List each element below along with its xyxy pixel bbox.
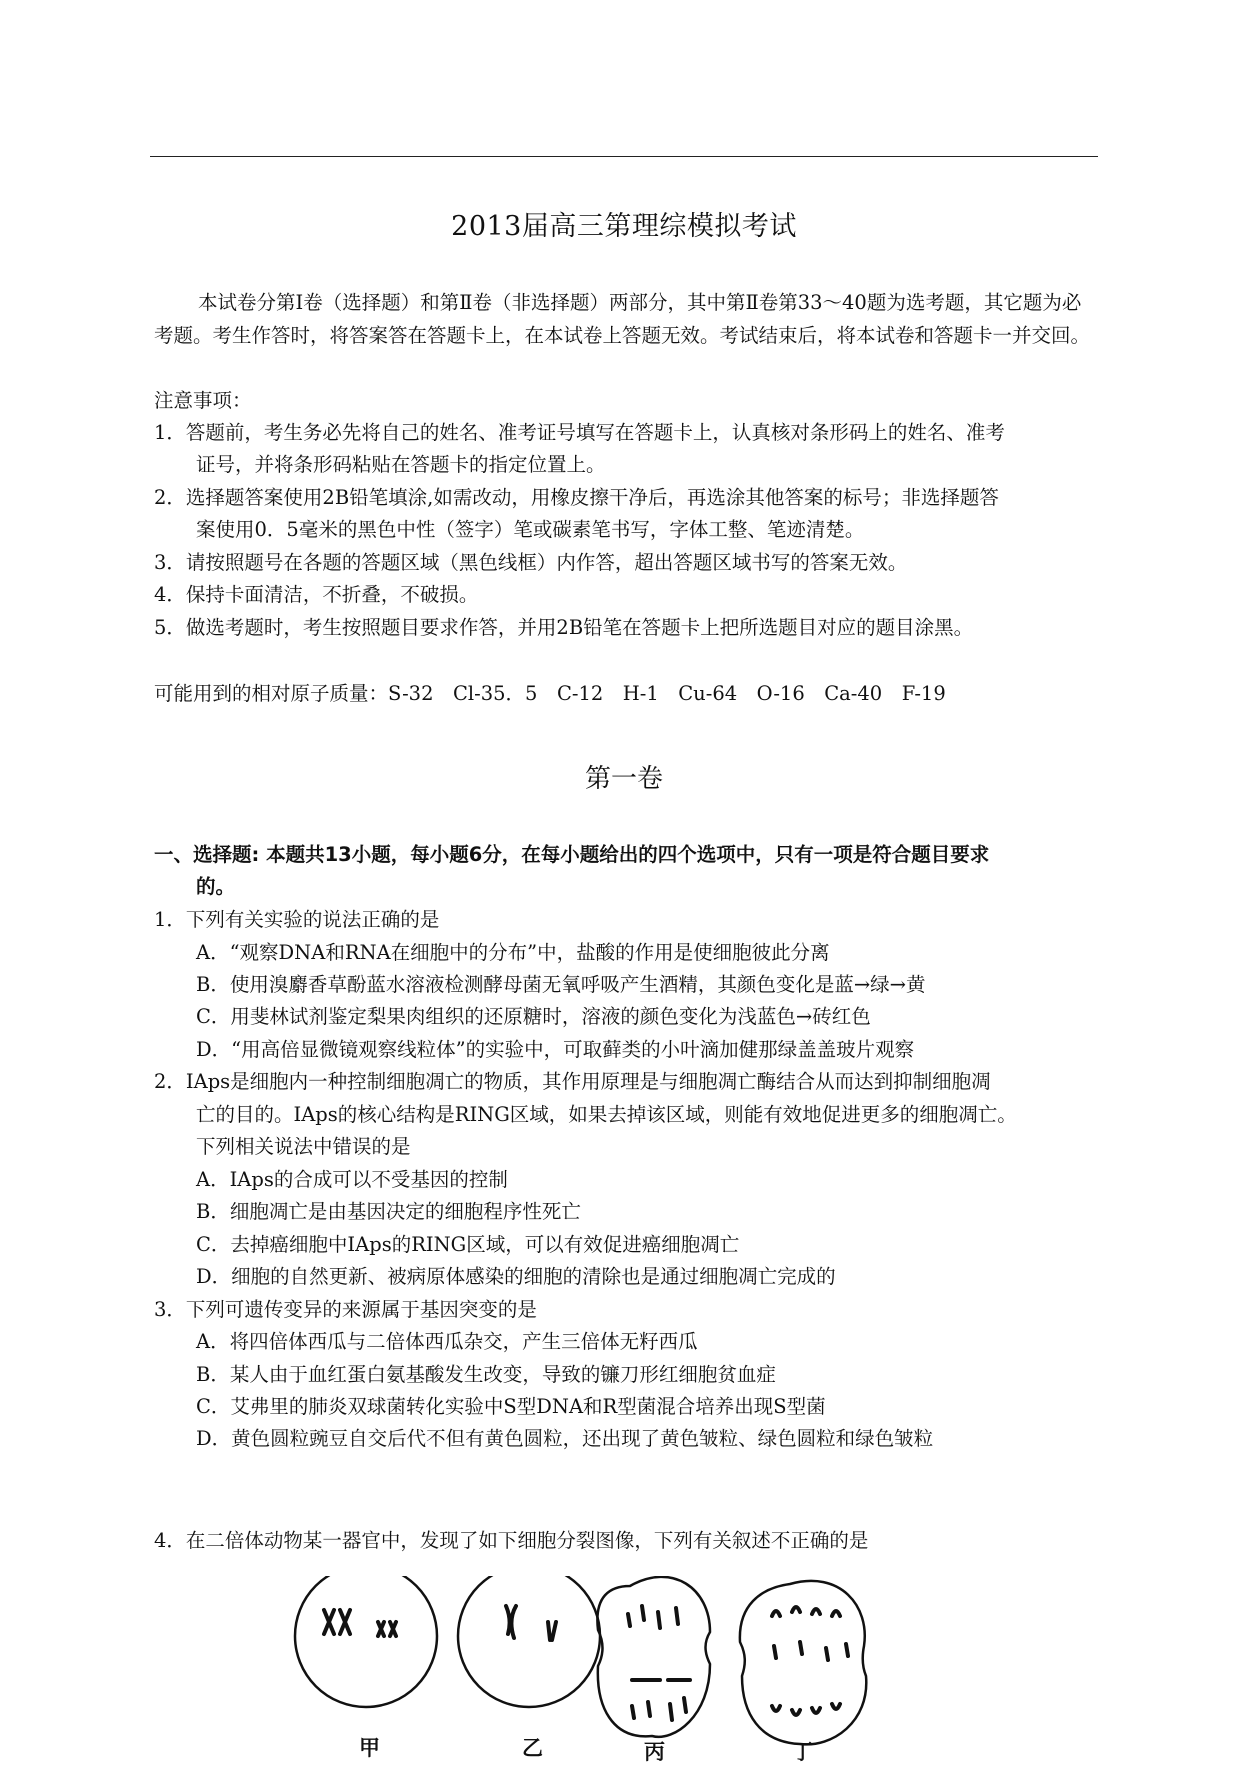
cell-bing (597, 1577, 710, 1737)
question-3-stem: 3．下列可遗传变异的来源属于基因突变的是 (154, 1298, 537, 1321)
chromosome (632, 1698, 686, 1720)
part-heading-cont: 的。 (196, 875, 236, 898)
question-2-option-a: A．IAps的合成可以不受基因的控制 (196, 1168, 508, 1191)
question-2-stem: 2．IAps是细胞内一种控制细胞凋亡的物质，其作用原理是与细胞凋亡酶结合从而达到抑制细胞凋 (154, 1070, 991, 1093)
notice-item-cont: 证号，并将条形码粘贴在答题卡的指定位置上。 (196, 453, 606, 476)
chromosome (390, 1622, 396, 1636)
question-3-option-b: B．某人由于血红蛋白氨基酸发生改变，导致的镰刀形红细胞贫血症 (196, 1363, 776, 1386)
question-1-stem: 1．下列有关实验的说法正确的是 (154, 908, 440, 931)
cell-jia (295, 1576, 437, 1707)
cell-division-figure (280, 1576, 880, 1764)
notice-item: 3．请按照题号在各题的答题区域（黑色线框）内作答，超出答题区域书写的答案无效。 (154, 551, 908, 574)
notice-item: 4．保持卡面清洁，不折叠，不破损。 (154, 583, 479, 606)
chromosome (772, 1704, 840, 1715)
question-3-option-a: A．将四倍体西瓜与二倍体西瓜杂交，产生三倍体无籽西瓜 (196, 1330, 698, 1353)
caption-jia: 甲 (359, 1736, 380, 1760)
cell-yi (458, 1576, 600, 1707)
chromosome (378, 1622, 384, 1636)
question-1-option-d: D．“用高倍显微镜观察线粒体”的实验中，可取藓类的小叶滴加健那绿盖盖玻片观察 (196, 1038, 915, 1061)
chromosome (324, 1610, 334, 1634)
caption-ding: 丁 (792, 1740, 813, 1764)
caption-bing: 丙 (644, 1740, 665, 1764)
notice-item-cont: 案使用0．5毫米的黑色中性（签字）笔或碳素笔书写，字体工整、笔迹清楚。 (196, 518, 865, 541)
question-2-option-b: B．细胞凋亡是由基因决定的细胞程序性死亡 (196, 1200, 581, 1223)
page-title: 2013届高三第理综模拟考试 (451, 211, 797, 242)
cell-division-diagram (280, 1576, 880, 1755)
chromosome (548, 1622, 556, 1640)
part-heading: 一、选择题: 本题共13小题，每小题6分，在每小题给出的四个选项中，只有一项是符合题目要求 (154, 843, 990, 866)
intro-paragraph: 本试卷分第Ⅰ卷（选择题）和第Ⅱ卷（非选择题）两部分，其中第Ⅱ卷第33～40题为选考题，其它题为必考题。考生作答时，将答案答在答题卡上，在本试卷上答题无效。考试结束后，将本试卷和答题卡一并交回。 (154, 291, 1091, 347)
chromosome (506, 1606, 516, 1638)
question-2-option-c: C．去掉癌细胞中IAps的RING区域，可以有效促进癌细胞凋亡 (196, 1233, 740, 1256)
question-1-option-a: A．“观察DNA和RNA在细胞中的分布”中，盐酸的作用是使细胞彼此分离 (196, 941, 830, 964)
question-3-option-c: C．艾弗里的肺炎双球菌转化实验中S型DNA和R型菌混合培养出现S型菌 (196, 1395, 826, 1418)
notice-item: 5．做选考题时，考生按照题目要求作答，并用2B铅笔在答题卡上把所选题目对应的题目涂黑。 (154, 616, 974, 639)
question-3-option-d: D．黄色圆粒豌豆自交后代不但有黄色圆粒，还出现了黄色皱粒、绿色圆粒和绿色皱粒 (196, 1427, 934, 1450)
notice-heading: 注意事项： (154, 389, 252, 412)
chromosome (774, 1642, 848, 1660)
caption-yi: 乙 (522, 1736, 543, 1760)
notice-item: 2．选择题答案使用2B铅笔填涂,如需改动，用橡皮擦干净后，再选涂其他答案的标号；非选择题答 (154, 486, 999, 509)
section-title: 第一卷 (584, 764, 663, 794)
question-2-option-d: D．细胞的自然更新、被病原体感染的细胞的清除也是通过细胞凋亡完成的 (196, 1265, 836, 1288)
header-rule (150, 156, 1098, 157)
question-2-stem-cont: 下列相关说法中错误的是 (196, 1135, 411, 1158)
cell-ding (740, 1581, 866, 1744)
chromosome (772, 1607, 840, 1616)
question-2-stem-cont: 亡的目的。IAps的核心结构是RING区域，如果去掉该区域，则能有效地促进更多的细胞凋亡。 (196, 1103, 1017, 1126)
chromosome (340, 1610, 350, 1634)
atomic-masses: 可能用到的相对原子质量：S-32 Cl-35．5 C-12 H-1 Cu-64 O-16 Ca-40 F-19 (154, 682, 946, 705)
question-4-stem: 4．在二倍体动物某一器官中，发现了如下细胞分裂图像，下列有关叙述不正确的是 (154, 1529, 869, 1552)
question-1-option-b: B．使用溴麝香草酚蓝水溶液检测酵母菌无氧呼吸产生酒精，其颜色变化是蓝→绿→黄 (196, 973, 926, 996)
chromosome (628, 1606, 678, 1628)
notice-item: 1．答题前，考生务必先将自己的姓名、准考证号填写在答题卡上，认真核对条形码上的姓名、准考 (154, 421, 1005, 444)
question-1-option-c: C．用斐林试剂鉴定梨果肉组织的还原糖时，溶液的颜色变化为浅蓝色→砖红色 (196, 1005, 871, 1028)
